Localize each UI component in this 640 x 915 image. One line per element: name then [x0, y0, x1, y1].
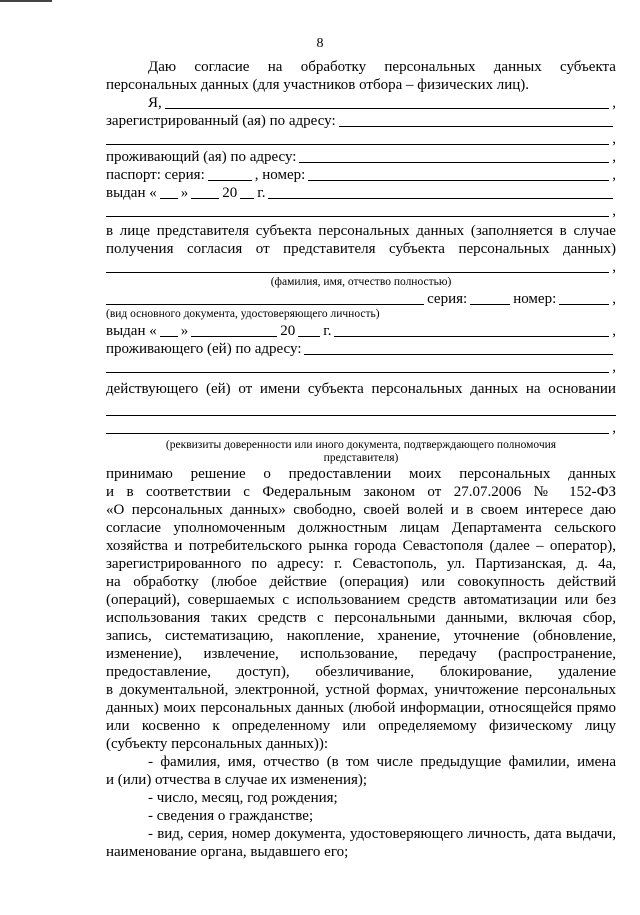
body-line: и в соответствии с Федеральным законом от 27.07.2006 № 152-ФЗ — [106, 484, 616, 500]
reg-address-field[interactable] — [339, 126, 613, 127]
passport-row: паспорт: серия: , номер: , — [106, 167, 616, 183]
live-address-row: проживающий (ая) по адресу: , — [106, 149, 616, 165]
representative-line-2: получения согласия от представителя субъекта персональных данных) — [106, 241, 616, 257]
item-line: и (или) отчества в случае их изменения); — [106, 772, 368, 788]
body-line: хозяйства и потребительского рынка города Севастополя (далее – оператор), — [106, 538, 616, 554]
body-line: данных) моих персональных данных (любой информации, относящейся прямо — [106, 700, 616, 716]
basis-field-1[interactable] — [106, 398, 616, 416]
body-line: согласие уполномоченным должностным лицам Департамента сельского — [106, 520, 616, 536]
rep-issued-year-field[interactable] — [298, 336, 320, 337]
issued-by-field-2[interactable] — [106, 216, 609, 217]
passport-number-field[interactable] — [308, 180, 609, 181]
body-line: запись, систематизацию, накопление, хранение, уточнение (обновление, — [106, 628, 616, 644]
passport-number-label: , номер: — [254, 167, 306, 183]
page-number: 8 — [316, 36, 324, 51]
rep-issued-row: выдан « » 20 г. , — [106, 323, 616, 339]
consent-form — [106, 58, 616, 861]
rep-issued-month-field[interactable] — [191, 336, 277, 337]
body-line: на обработку (любое действие (операция) или совокупность действий — [106, 574, 616, 590]
item-line: - фамилия, имя, отчество (в том числе предыдущие фамилии, имена — [148, 754, 616, 770]
intro-line-2: персональных данных (для участников отбора – физических лиц). — [106, 77, 530, 93]
rep-fio-row: , — [106, 258, 616, 276]
reg-address-label: зарегистрированный (ая) по адресу: — [106, 113, 336, 129]
representative-line-1: в лице представителя субъекта персональных данных (заполняется в случае — [106, 223, 616, 239]
consent-body — [106, 465, 616, 753]
rep-issued-day-field[interactable] — [160, 336, 178, 337]
body-line: изменение), извлечение, использование, передачу (распространение, — [106, 646, 616, 662]
rep-number-field[interactable] — [559, 304, 609, 305]
item-line: - число, месяц, год рождения; — [148, 790, 338, 806]
item-line: - сведения о гражданстве; — [148, 808, 314, 824]
reg-address-row-2: , — [106, 130, 616, 148]
passport-series-field[interactable] — [208, 180, 252, 181]
rep-doc-field[interactable] — [106, 304, 424, 305]
body-line: принимаю решение о предоставлении моих персональных данных — [106, 466, 616, 482]
passport-series-label: паспорт: серия: — [106, 167, 205, 183]
basis-caption-2: представителя) — [323, 452, 399, 464]
reg-address-field-2[interactable] — [106, 144, 609, 145]
rep-live-field-2[interactable] — [106, 372, 609, 373]
body-line: предоставление, доступ), обезличивание, блокирование, удаление — [106, 664, 616, 680]
rep-live-field[interactable] — [304, 354, 613, 355]
body-line: (операций), совершаемых с использованием средств автоматизации или без — [106, 592, 616, 608]
rep-doc-caption: (вид основного документа, удостоверяющего личность) — [106, 308, 380, 320]
issued-month-field[interactable] — [191, 198, 219, 199]
rep-live-row: проживающего (ей) по адресу: — [106, 340, 616, 358]
basis-caption-1: (реквизиты доверенности или иного документа, подтверждающего полномочия — [165, 439, 557, 451]
name-field[interactable] — [165, 108, 609, 109]
corner-mark — [0, 0, 52, 2]
intro-line-1: Даю согласие на обработку персональных данных субъекта — [148, 59, 616, 75]
item-line: - вид, серия, номер документа, удостоверяющего личность, дата выдачи, — [148, 826, 616, 842]
basis-row-2: , — [106, 419, 616, 437]
issued-by-row-2: , — [106, 202, 616, 220]
item-line: наименование органа, выдавшего его; — [106, 844, 349, 860]
rep-live-row-2: , — [106, 358, 616, 376]
rep-fio-caption: (фамилия, имя, отчество полностью) — [270, 276, 452, 288]
body-line: зарегистрированного по адресу: г. Севастополь, ул. Партизанская, д. 4а, — [106, 556, 616, 572]
body-line: или косвенно к определенному или определяемому физическому лицу — [106, 718, 616, 734]
issued-year-field[interactable] — [240, 198, 254, 199]
rep-series-field[interactable] — [470, 304, 510, 305]
body-line: использования таких средств с персональными данными, включая сбор, — [106, 610, 616, 626]
live-address-field[interactable] — [299, 162, 609, 163]
name-field-row: Я, , — [148, 95, 616, 111]
live-address-label: проживающий (ая) по адресу: — [106, 149, 297, 165]
issued-day-field[interactable] — [160, 198, 178, 199]
body-line: (субъекту персональных данных)): — [106, 736, 329, 752]
rep-doc-row: серия: номер: , — [106, 290, 616, 308]
issued-by-field[interactable] — [268, 198, 613, 199]
rep-issued-by-field[interactable] — [334, 336, 609, 337]
rep-fio-field[interactable] — [106, 272, 609, 273]
issued-row: выдан « » 20 г. — [106, 184, 616, 202]
body-line: «О персональных данных» свободно, своей волей и в своем интересе даю — [106, 502, 616, 518]
reg-address-row — [106, 112, 616, 130]
data-items — [106, 753, 616, 861]
acting-line: действующего (ей) от имени субъекта персональных данных на основании — [106, 381, 616, 397]
basis-field-2[interactable] — [106, 433, 609, 434]
name-label: Я, — [148, 95, 162, 111]
body-line: в документальной, электронной, устной формах, уничтожение персональных — [106, 682, 616, 698]
